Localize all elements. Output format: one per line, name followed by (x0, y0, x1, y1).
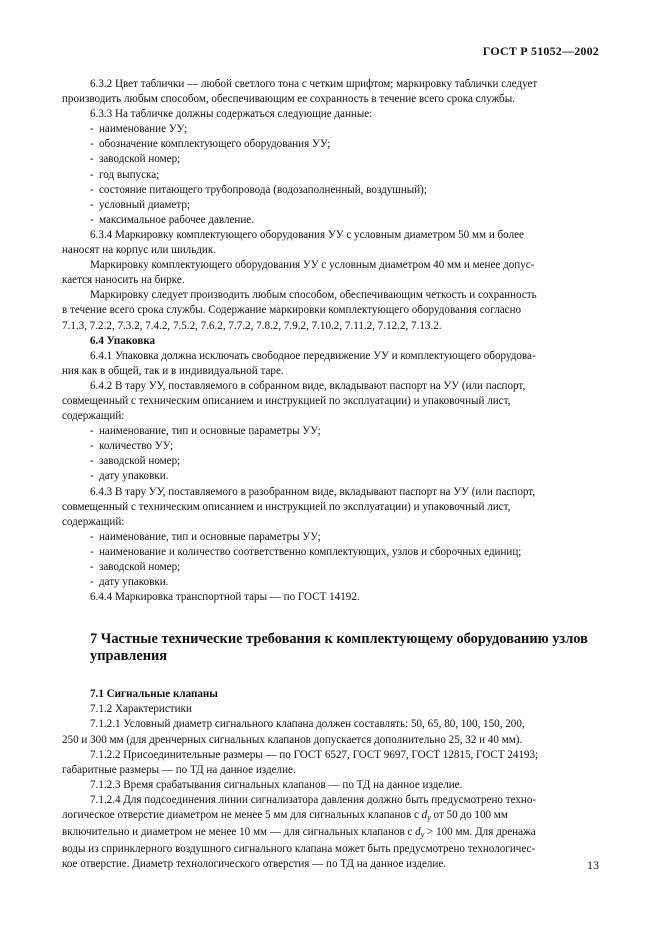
paragraph-line: содержащий: (62, 410, 125, 423)
list-item: - максимальное рабочее давление. (90, 213, 254, 226)
paragraph-line: логическое отверстие диаметром не менее 5 мм для сигнальных клапанов с $d_y$ от 50 до 100 мм (62, 809, 508, 823)
paragraph-6-3-2: 6.3.2 Цвет таблички — любой светлого тона с четким шрифтом; маркировку таблички следует (90, 78, 538, 90)
paragraph-6-4-1: 6.4.1 Упаковка должна исключать свободное передвижение УУ и комплектующего оборудова- (90, 349, 536, 362)
chapter-heading-7: 7 Частные технические требования к комплектующему оборудованию узлов управления (90, 631, 588, 665)
list-item: - условный диаметр; (90, 198, 190, 211)
section-heading-7-1: 7.1 Сигнальные клапаны (90, 688, 218, 701)
paragraph-6-3-2-cont: производить любым способом, обеспечивающим ее сохранность в течение всего срока службы. (62, 93, 515, 106)
list-item: - дату упаковки. (90, 470, 169, 483)
list-item: - наименование, тип и основные параметры УУ; (90, 530, 321, 543)
paragraph-6-3-3: 6.3.3 На табличке должны содержаться следующие данные: (90, 108, 373, 121)
paragraph-line: совмещенный с техническим описанием и инструкцией по эксплуатации) и упаковочный лист, (62, 394, 511, 407)
paragraph-line: 7.1.3, 7.2.2, 7.3.2, 7.4.2, 7.5.2, 7.6.2, 7.7.2, 7.8.2, 7.9.2, 7.10.2, 7.11.2, 7.12.2, 7.13.2. (62, 319, 442, 332)
list-item: - заводской номер; (90, 561, 181, 573)
paragraph-7-1-2-4: 7.1.2.4 Для подсоединения линии сигнализатора давления должно быть предусмотрено техно- (90, 793, 537, 806)
paragraph-6-4-2: 6.4.2 В тару УУ, поставляемого в собранном виде, вкладывают паспорт на УУ (или паспорт, (90, 379, 526, 392)
paragraph-7-1-2-2: 7.1.2.2 Присоединительные размеры — по ГОСТ 6527, ГОСТ 9697, ГОСТ 12815, ГОСТ 24193; (90, 748, 539, 761)
list-item: - количество УУ; (90, 440, 174, 453)
page-number: 13 (587, 858, 599, 872)
list-item: - дату упаковки. (90, 576, 169, 589)
paragraph-line: Маркировку комплектующего оборудования УУ с условным диаметром 40 мм и менее допус- (90, 259, 535, 272)
section-heading-6-4: 6.4 Упаковка (90, 334, 156, 347)
paragraph-line: Маркировку следует производить любым способом, обеспечивающим четкость и сохранность (90, 289, 537, 302)
paragraph-7-1-2: 7.1.2 Характеристики (90, 703, 192, 716)
paragraph-6-3-4: 6.3.4 Маркировку комплектующего оборудования УУ с условным диаметром 50 мм и более (90, 228, 524, 241)
list-item: - заводской номер; (90, 455, 181, 468)
list-item: - год выпуска; (90, 168, 160, 181)
paragraph-7-1-2-3: 7.1.2.3 Время срабатывания сигнальных клапанов — по ТД на данное изделие. (90, 778, 463, 791)
document-code-header: ГОСТ Р 51052—2002 (482, 44, 599, 58)
paragraph-line: ния как в общей, так и в индивидуальной таре. (62, 364, 284, 377)
paragraph-line: кое отверстие. Диаметр технологического отверстия — по ТД на данное изделие. (62, 858, 447, 871)
paragraph-line: габаритные размеры — по ТД на данное изделие. (62, 763, 296, 776)
list-item: - обозначение комплектующего оборудования УУ; (90, 138, 331, 151)
page-content (62, 77, 598, 872)
paragraph-7-1-2-1: 7.1.2.1 Условный диаметр сигнального клапана должен составлять: 50, 65, 80, 100, 150, 200, (90, 718, 525, 731)
list-item: - наименование УУ; (90, 123, 188, 136)
paragraph-line: кается наносить на бирке. (62, 274, 185, 287)
list-item: - наименование и количество соответственно комплектующих, узлов и сборочных единиц; (90, 545, 522, 558)
list-item: - наименование, тип и основные параметры УУ; (90, 425, 321, 438)
paragraph-6-4-3: 6.4.3 В тару УУ, поставляемого в разобранном виде, вкладывают паспорт на УУ (или паспорт, (90, 485, 536, 498)
list-item: - состояние питающего трубопровода (водозаполненный, воздушный); (90, 183, 427, 196)
paragraph-line: 250 и 300 мм (для дренчерных сигнальных клапанов допускается дополнительно 25, 32 и 40 мм). (62, 733, 523, 746)
paragraph-line: в течение всего срока службы. Содержание маркировки комплектующего оборудования согласно (62, 304, 522, 317)
paragraph-line: совмещенный с техническим описанием и инструкцией по эксплуатации) и упаковочный лист, (62, 500, 511, 513)
paragraph-line: включительно и диаметром не менее 10 мм — для сигнальных клапанов с $d_y > 100$ мм. Для дренажа (62, 826, 536, 840)
list-item: - заводской номер; (90, 153, 181, 166)
paragraph-6-4-4: 6.4.4 Маркировка транспортной тары — по ГОСТ 14192. (90, 591, 360, 604)
paragraph-line: наносят на корпус или шильдик. (62, 244, 217, 257)
paragraph-line: содержащий: (62, 515, 125, 528)
paragraph-line: воды из спринклерного воздушного сигнального клапана может быть предусмотрено технологичес- (62, 843, 536, 856)
